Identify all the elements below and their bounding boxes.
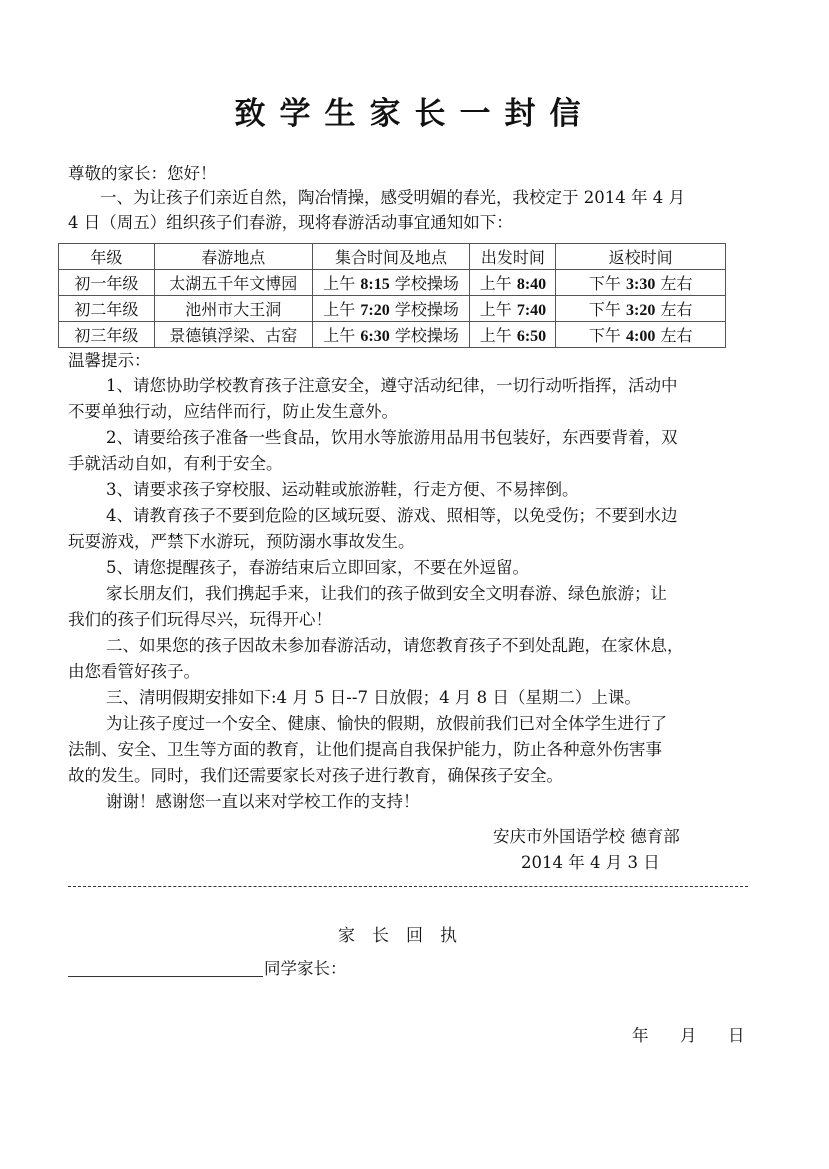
- tip2-line1: 2、请要给孩子准备一些食品，饮用水等旅游用品用书包装好，东西要背着，双: [106, 428, 678, 447]
- gather-place: 学校操场: [394, 274, 459, 293]
- tip5-line1: 5、请您提醒孩子，春游结束后立即回家，不要在外逗留。: [106, 558, 529, 577]
- return-prefix: 下午: [588, 300, 621, 319]
- cell-place: 太湖五千年文博园: [154, 270, 312, 296]
- cell-grade: 初二年级: [59, 296, 155, 322]
- return-prefix: 下午: [588, 326, 621, 345]
- table-row: [59, 322, 726, 348]
- header-gather: 集合时间及地点: [312, 244, 470, 270]
- depart-time: 8:40: [516, 276, 547, 293]
- receipt-date-day: 日: [728, 1026, 745, 1045]
- cell-grade: 初三年级: [59, 322, 155, 348]
- tip4-line2: 玩耍游戏，严禁下水游玩，预防溺水事故发生。: [68, 532, 415, 551]
- gather-time: 7:20: [360, 302, 390, 319]
- greeting: 尊敬的家长：您好！: [68, 164, 217, 183]
- header-depart: 出发时间: [470, 244, 556, 270]
- para1-line1: 一、为让孩子们亲近自然，陶冶情操，感受明媚的春光，我校定于 2014 年 4 月: [100, 188, 685, 207]
- gather-place: 学校操场: [394, 300, 459, 319]
- cell-depart: [470, 296, 556, 322]
- tips-heading: 温馨提示：: [68, 351, 151, 370]
- depart-prefix: 上午: [479, 326, 512, 345]
- page-title: 致学生家长一封信: [234, 96, 595, 132]
- signature-date: 2014 年 4 月 3 日: [521, 853, 660, 872]
- thanks: 谢谢！感谢您一直以来对学校工作的支持！: [106, 792, 420, 811]
- tear-off-divider: [68, 886, 748, 887]
- gather-time: 8:15: [360, 276, 390, 293]
- gather-prefix: 上午: [323, 326, 356, 345]
- return-prefix: 下午: [588, 274, 621, 293]
- schedule-table: [58, 243, 726, 348]
- return-suffix: 左右: [660, 326, 693, 345]
- para3-line1: 三、清明假期安排如下:4 月 5 日--7 日放假；4 月 8 日（星期二）上课。: [106, 688, 641, 707]
- tip2-line2: 手就活动自如，有利于安全。: [68, 454, 283, 473]
- gather-prefix: 上午: [323, 274, 356, 293]
- receipt-date-month: 月: [680, 1026, 697, 1045]
- para1-line2: 4 日（周五）组织孩子们春游，现将春游活动事宜通知如下：: [68, 213, 513, 232]
- cell-place: 池州市大王洞: [154, 296, 312, 322]
- tip3-line1: 3、请要求孩子穿校服、运动鞋或旅游鞋，行走方便、不易摔倒。: [106, 480, 579, 499]
- student-parent-label: 同学家长：: [264, 959, 347, 978]
- cell-gather: [312, 296, 470, 322]
- header-place: 春游地点: [154, 244, 312, 270]
- header-return: 返校时间: [556, 244, 726, 270]
- table-row: [59, 296, 726, 322]
- gather-prefix: 上午: [323, 300, 356, 319]
- appeal-line1: 家长朋友们，我们携起手来，让我们的孩子做到安全文明春游、绿色旅游；让: [106, 584, 667, 603]
- para4-line2: 法制、安全、卫生等方面的教育，让他们提高自我保护能力，防止各种意外伤害事: [68, 740, 662, 759]
- receipt-title: 家 长 回 执: [338, 926, 457, 946]
- return-suffix: 左右: [660, 274, 693, 293]
- depart-time: 6:50: [516, 328, 547, 345]
- cell-gather: [312, 270, 470, 296]
- cell-depart: [470, 270, 556, 296]
- tip1-line2: 不要单独行动，应结伴而行，防止发生意外。: [68, 402, 398, 421]
- return-time: 4:00: [626, 328, 656, 345]
- para4-line1: 为让孩子度过一个安全、健康、愉快的假期，放假前我们已对全体学生进行了: [106, 714, 667, 733]
- para2-line1: 二、如果您的孩子因故未参加春游活动，请您教育孩子不到处乱跑，在家休息，: [106, 636, 684, 655]
- table-header-row: [59, 244, 726, 270]
- para2-line2: 由您看管好孩子。: [68, 662, 200, 681]
- return-time: 3:30: [626, 276, 656, 293]
- appeal-line2: 我们的孩子们玩得尽兴，玩得开心！: [68, 610, 332, 629]
- tip4-line1: 4、请教育孩子不要到危险的区域玩耍、游戏、照相等，以免受伤；不要到水边: [106, 506, 678, 525]
- receipt-date-year: 年: [632, 1026, 649, 1045]
- signature-org: 安庆市外国语学校 德育部: [493, 827, 680, 846]
- para4-line3: 故的发生。同时，我们还需要家长对孩子进行教育，确保孩子安全。: [68, 766, 563, 785]
- cell-gather: [312, 322, 470, 348]
- cell-depart: [470, 322, 556, 348]
- cell-return: [556, 296, 726, 322]
- cell-return: [556, 322, 726, 348]
- cell-return: [556, 270, 726, 296]
- table-row: [59, 270, 726, 296]
- return-time: 3:20: [626, 302, 656, 319]
- header-grade: 年级: [59, 244, 155, 270]
- student-name-blank[interactable]: [68, 976, 263, 977]
- gather-time: 6:30: [360, 328, 390, 345]
- depart-prefix: 上午: [479, 274, 512, 293]
- cell-grade: 初一年级: [59, 270, 155, 296]
- depart-time: 7:40: [516, 302, 547, 319]
- return-suffix: 左右: [660, 300, 693, 319]
- depart-prefix: 上午: [479, 300, 512, 319]
- tip1-line1: 1、请您协助学校教育孩子注意安全，遵守活动纪律，一切行动听指挥，活动中: [106, 376, 678, 395]
- gather-place: 学校操场: [394, 326, 459, 345]
- cell-place: 景德镇浮梁、古窑: [154, 322, 312, 348]
